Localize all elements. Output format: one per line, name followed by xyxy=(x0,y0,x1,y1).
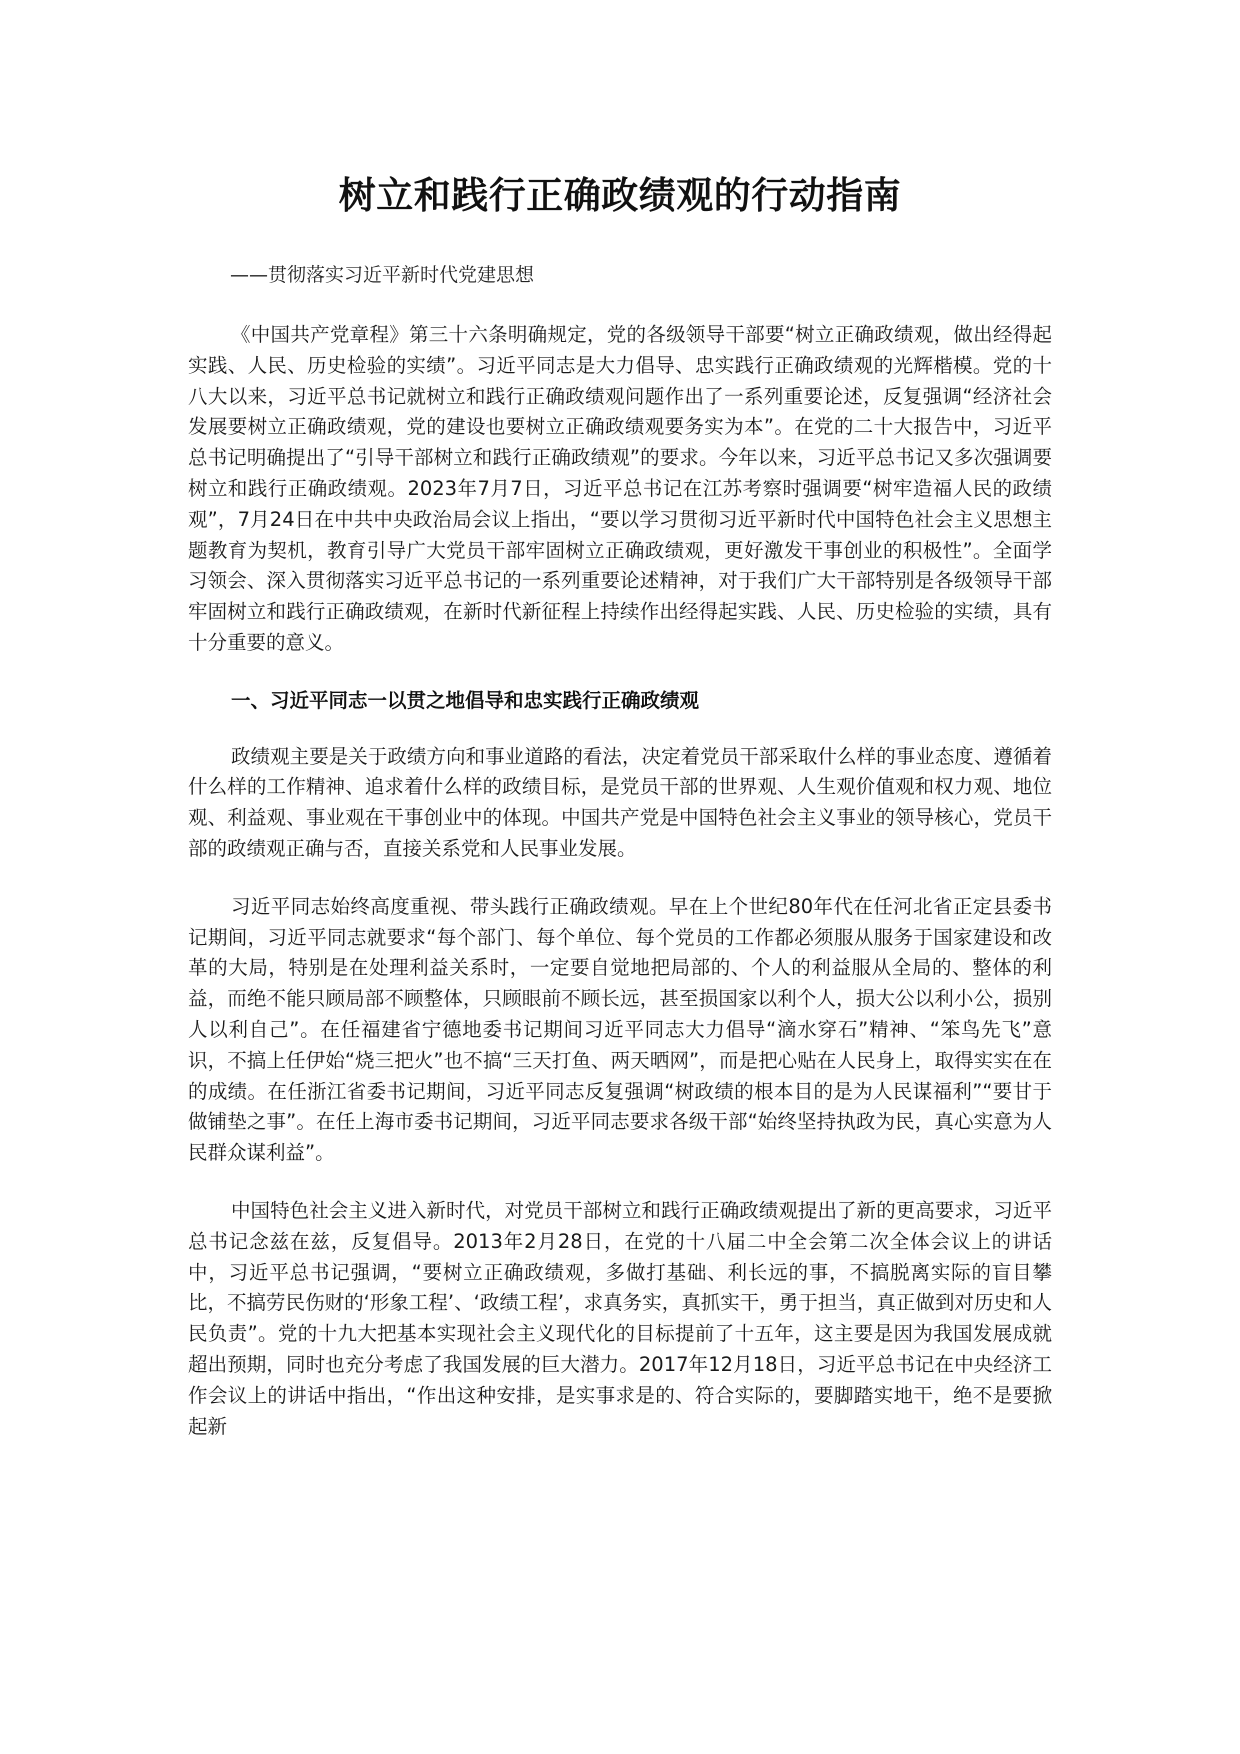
intro-paragraph: 《中国共产党章程》第三十六条明确规定，党的各级领导干部要“树立正确政绩观，做出经得起实践、人民、历史检验的实绩”。习近平同志是大力倡导、忠实践行正确政绩观的光辉楷模。党的十八大以来，习近平总书记就树立和践行正确政绩观问题作出了一系列重要论述，反复强调“经济社会发展要树立正确政绩观，党的建设也要树立正确政绩观要务实为本”。在党的二十大报告中，习近平总书记明确提出了“引导干部树立和践行正确政绩观”的要求。今年以来，习近平总书记又多次强调要树立和践行正确政绩观。2023年7月7日，习近平总书记在江苏考察时强调要“树牢造福人民的政绩观”，7月24日在中共中央政治局会议上指出，“要以学习贯彻习近平新时代中国特色社会主义思想主题教育为契机，教育引导广大党员干部牢固树立正确政绩观，更好激发干事创业的积极性”。全面学习领会、深入贯彻落实习近平总书记的一系列重要论述精神，对于我们广大干部特别是各级领导干部牢固树立和践行正确政绩观，在新时代新征程上持续作出经得起实践、人民、历史检验的实绩，具有十分重要的意义。 xyxy=(188,323,1052,654)
document-subtitle: ——贯彻落实习近平新时代党建思想 xyxy=(230,264,535,286)
body-paragraph: 政绩观主要是关于政绩方向和事业道路的看法，决定着党员干部采取什么样的事业态度、遵循着什么样的工作精神、追求着什么样的政绩目标，是党员干部的世界观、人生观价值观和权力观、地位观、利益观、事业观在干事创业中的体现。中国共产党是中国特色社会主义事业的领导核心，党员干部的政绩观正确与否，直接关系党和人民事业发展。 xyxy=(188,744,1052,860)
section-heading: 一、习近平同志一以贯之地倡导和忠实践行正确政绩观 xyxy=(231,688,700,712)
body-paragraph: 中国特色社会主义进入新时代，对党员干部树立和践行正确政绩观提出了新的更高要求，习近平总书记念兹在兹，反复倡导。2013年2月28日，在党的十八届二中全会第二次全体会议上的讲话中，习近平总书记强调，“要树立正确政绩观，多做打基础、利长远的事，不搞脱离实际的盲目攀比，不搞劳民伤财的‘形象工程’、‘政绩工程’，求真务实，真抓实干，勇于担当，真正做到对历史和人民负责”。党的十九大把基本实现社会主义现代化的目标提前了十五年，这主要是因为我国发展成就超出预期，同时也充分考虑了我国发展的巨大潜力。2017年12月18日，习近平总书记在中央经济工作会议上的讲话中指出，“作出这种安排，是实事求是的、符合实际的，要脚踏实地干，绝不是要掀起新 xyxy=(188,1198,1052,1438)
body-paragraph: 习近平同志始终高度重视、带头践行正确政绩观。早在上个世纪80年代在任河北省正定县委书记期间，习近平同志就要求“每个部门、每个单位、每个党员的工作都必须服从服务于国家建设和改革的大局，特别是在处理利益关系时，一定要自觉地把局部的、个人的利益服从全局的、整体的利益，而绝不能只顾局部不顾整体，只顾眼前不顾长远，甚至损国家以利个人，损大公以利小公，损别人以利自己”。在任福建省宁德地委书记期间习近平同志大力倡导“滴水穿石”精神、“笨鸟先飞”意识，不搞上任伊始“烧三把火”也不搞“三天打鱼、两天晒网”，而是把心贴在人民身上，取得实实在在的成绩。在任浙江省委书记期间，习近平同志反复强调“树政绩的根本目的是为人民谋福利”“要甘于做铺垫之事”。在任上海市委书记期间，习近平同志要求各级干部“始终坚持执政为民，真心实意为人民群众谋利益”。 xyxy=(188,894,1052,1165)
document-title: 树立和践行正确政绩观的行动指南 xyxy=(338,174,902,217)
document-body xyxy=(188,320,1052,1469)
